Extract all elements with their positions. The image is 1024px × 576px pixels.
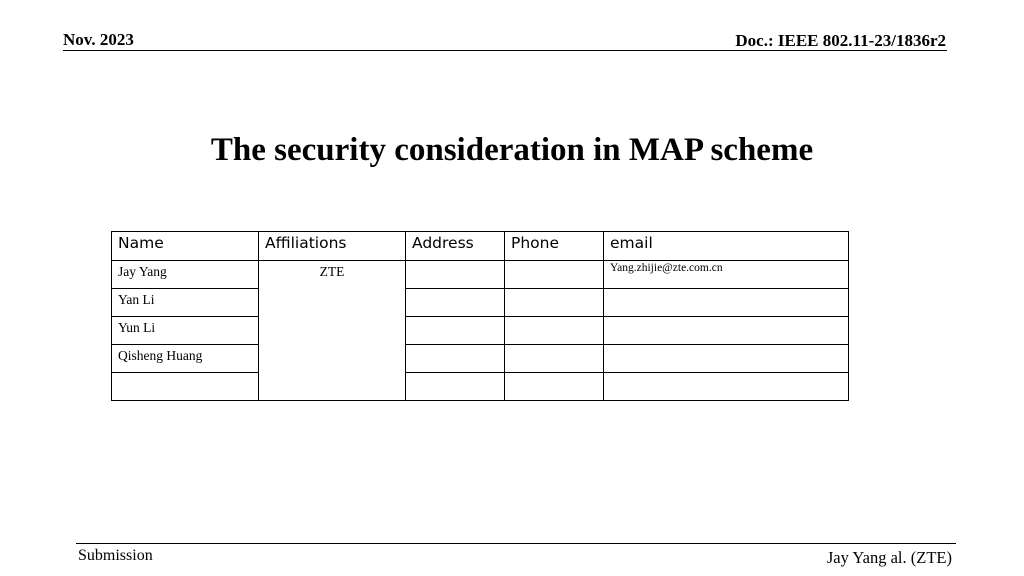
- footer-divider: [76, 543, 956, 544]
- header-divider: [63, 50, 947, 51]
- slide-title: The security consideration in MAP scheme: [210, 132, 814, 168]
- header-doc-id: Doc.: IEEE 802.11-23/1836r2: [735, 31, 946, 50]
- phone-cell: [505, 373, 604, 401]
- column-header-address: Address: [406, 232, 505, 261]
- name-cell: Yun Li: [112, 317, 259, 345]
- header-date: Nov. 2023: [63, 30, 134, 49]
- address-cell: [406, 289, 505, 317]
- email-cell: [604, 317, 849, 345]
- name-cell: Jay Yang: [112, 261, 259, 289]
- table-row: [112, 317, 849, 345]
- column-header-email: email: [604, 232, 849, 261]
- phone-cell: [505, 317, 604, 345]
- phone-cell: [505, 261, 604, 289]
- table-row: [112, 289, 849, 317]
- name-cell: Qisheng Huang: [112, 345, 259, 373]
- phone-cell: [505, 289, 604, 317]
- email-cell: Yang.zhijie@zte.com.cn: [604, 261, 849, 289]
- address-cell: [406, 261, 505, 289]
- column-header-phone: Phone: [505, 232, 604, 261]
- name-cell: Yan Li: [112, 289, 259, 317]
- email-cell: [604, 289, 849, 317]
- affiliation-cell: ZTE: [259, 261, 406, 401]
- footer-author: Jay Yang al. (ZTE): [826, 548, 952, 567]
- address-cell: [406, 317, 505, 345]
- table-header-row: [112, 232, 849, 261]
- phone-cell: [505, 345, 604, 373]
- email-cell: [604, 345, 849, 373]
- email-cell: [604, 373, 849, 401]
- table-row: [112, 345, 849, 373]
- table-row: [112, 373, 849, 401]
- authors-table: [111, 231, 849, 401]
- address-cell: [406, 345, 505, 373]
- footer-submission: Submission: [78, 547, 153, 564]
- name-cell: [112, 373, 259, 401]
- column-header-affiliations: Affiliations: [259, 232, 406, 261]
- column-header-name: Name: [112, 232, 259, 261]
- address-cell: [406, 373, 505, 401]
- table-row: [112, 261, 849, 289]
